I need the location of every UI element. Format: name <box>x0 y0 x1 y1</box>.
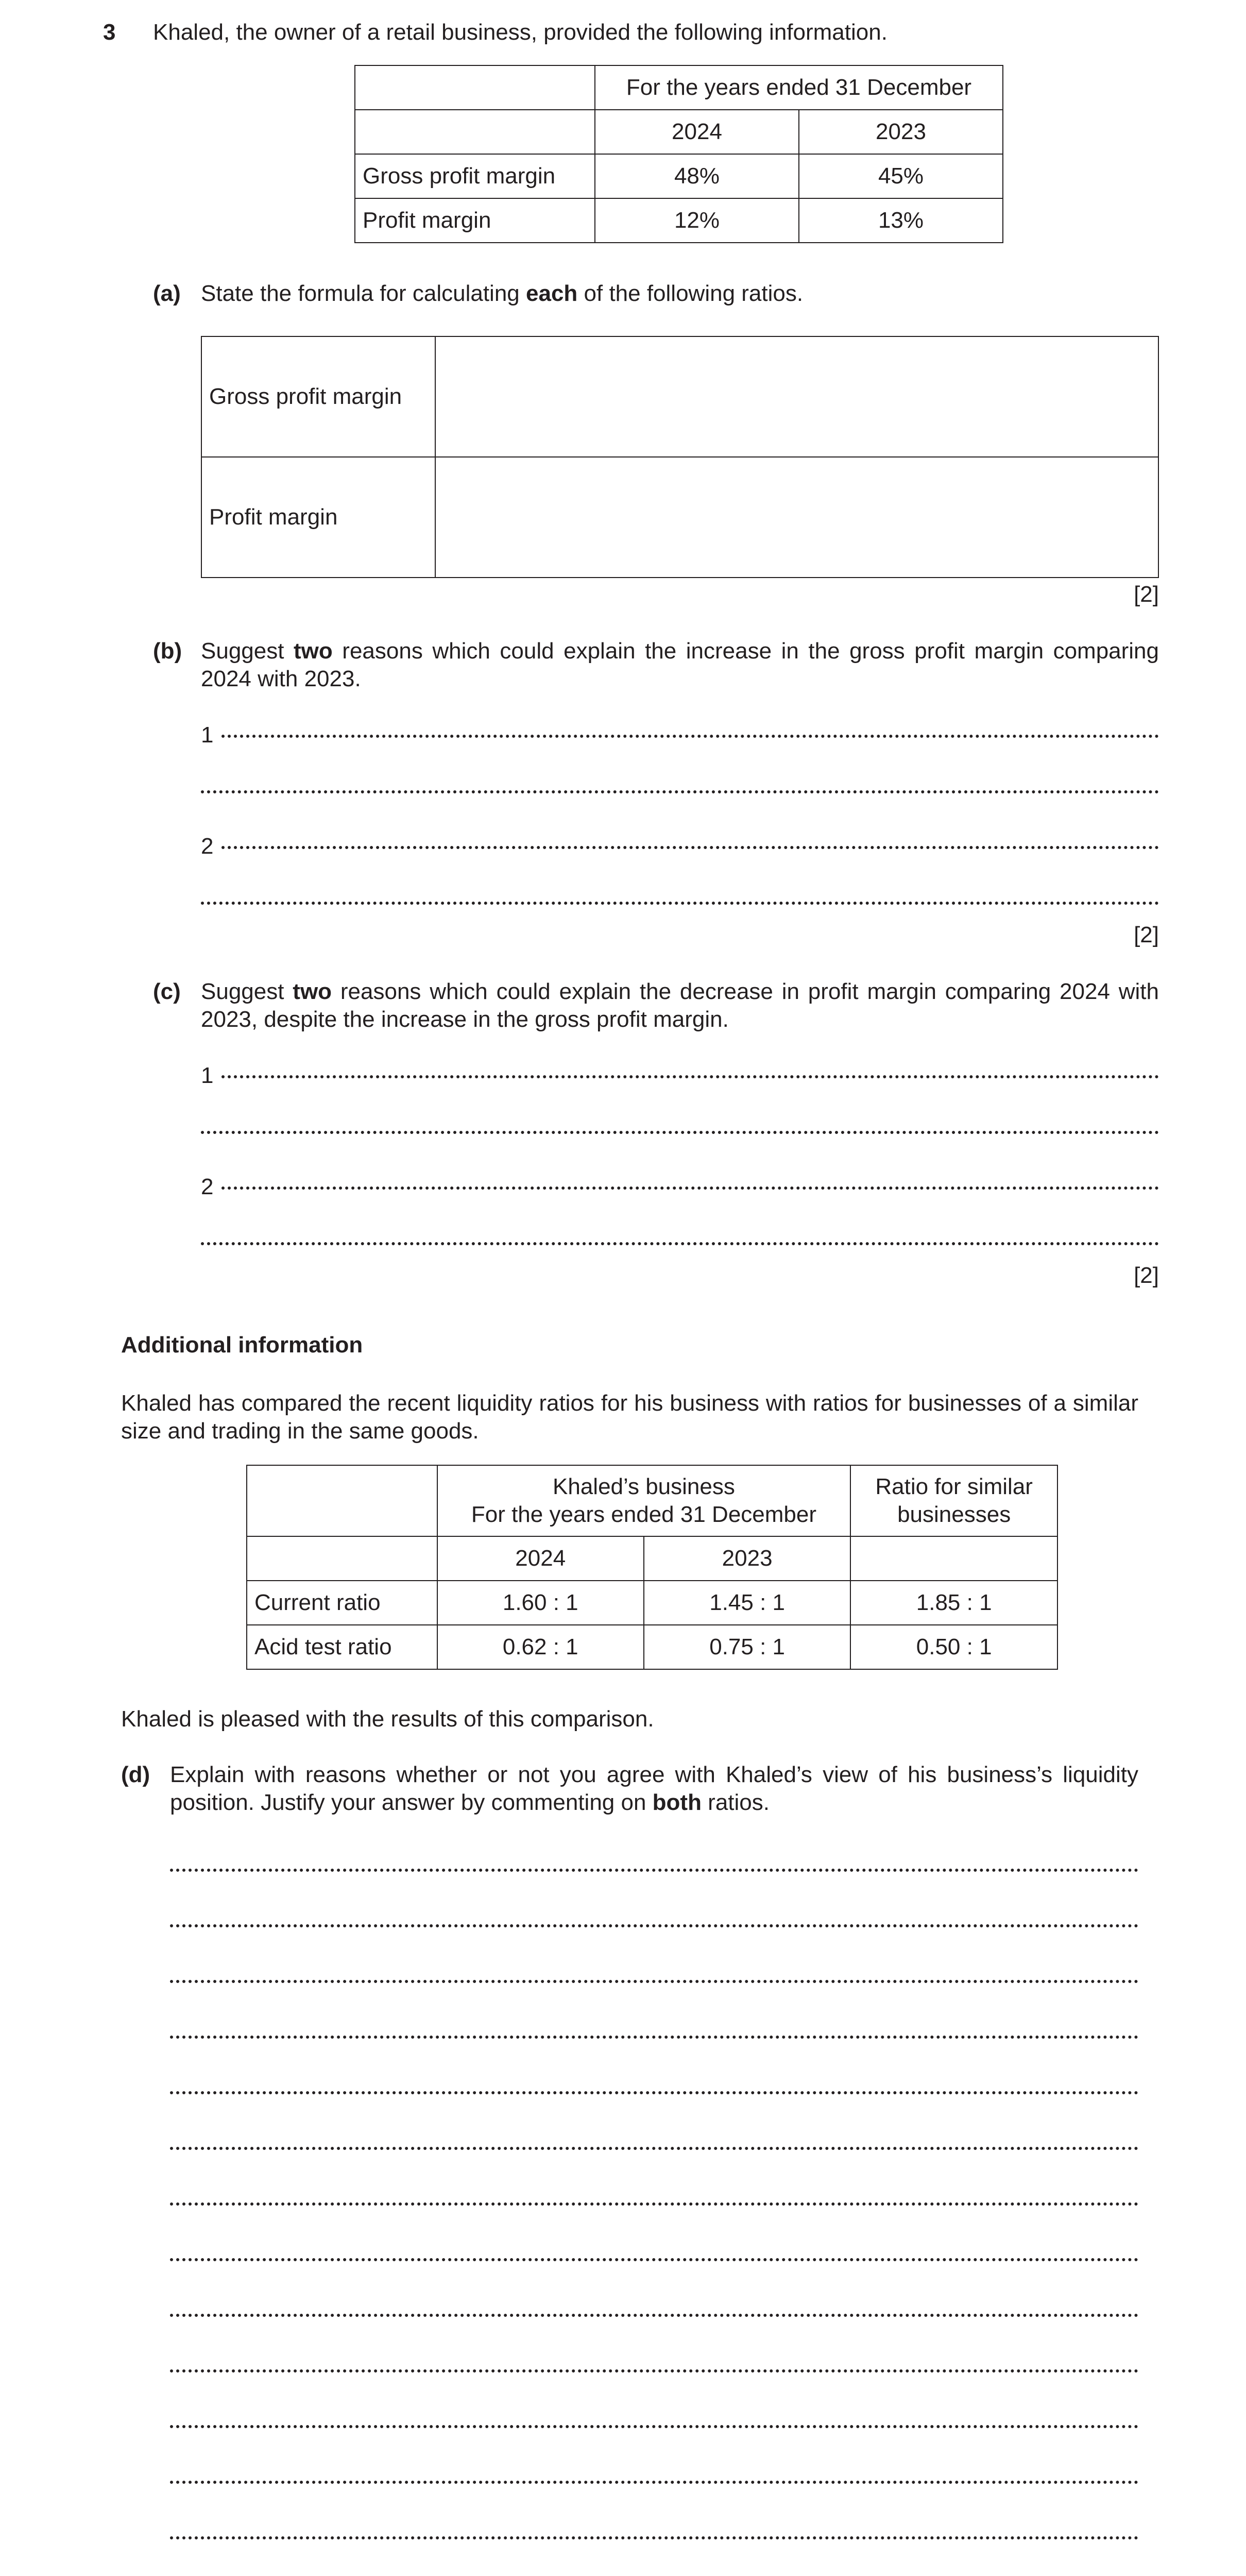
margins-table <box>354 65 1003 243</box>
marks-label: [2] <box>1134 922 1159 947</box>
cell-value: 1.45 : 1 <box>644 1581 850 1625</box>
answer-line[interactable] <box>170 2425 1138 2428</box>
answer-line[interactable] <box>170 2536 1138 2539</box>
answer-line[interactable] <box>170 2091 1138 2094</box>
answer-line[interactable] <box>170 2314 1138 2317</box>
answer-line[interactable] <box>221 846 1159 849</box>
comparison-statement: Khaled is pleased with the results of this comparison. <box>121 1706 654 1732</box>
part-b-question: Suggest two reasons which could explain the increase in the gross profit margin comparing 2024 with 2023. <box>201 638 1159 691</box>
liquidity-table <box>246 1465 1058 1670</box>
cell-value: 48% <box>595 154 799 198</box>
table-row <box>247 1625 1057 1669</box>
table-row <box>355 198 1003 243</box>
row-label: Profit margin <box>355 198 595 243</box>
part-d-question: Explain with reasons whether or not you agree with Khaled’s view of his business’s liquidity position. Justify your answer by commenting on both ratios. <box>170 1762 1138 1815</box>
cell-value: 0.50 : 1 <box>850 1625 1057 1669</box>
answer-line[interactable] <box>221 1187 1159 1190</box>
answer-line[interactable] <box>201 1131 1159 1134</box>
row-label: Gross profit margin <box>201 336 435 457</box>
answer-line[interactable] <box>170 2202 1138 2206</box>
section-heading: Additional information <box>121 1332 363 1358</box>
marks-label: [2] <box>1134 1263 1159 1288</box>
answer-line[interactable] <box>201 790 1159 793</box>
part-a-letter: (a) <box>153 281 181 306</box>
row-label: Acid test ratio <box>247 1625 437 1669</box>
answer-line[interactable] <box>170 1869 1138 1872</box>
part-a-question: State the formula for calculating each of the following ratios. <box>201 281 804 306</box>
part-c-letter: (c) <box>153 979 181 1004</box>
part-d-letter: (d) <box>121 1762 150 1787</box>
cell-value: 0.75 : 1 <box>644 1625 850 1669</box>
question-number: 3 <box>103 20 116 45</box>
answer-line[interactable] <box>221 735 1159 738</box>
cell-value: 12% <box>595 198 799 243</box>
year-2024-header: 2024 <box>595 110 799 154</box>
cell-value: 45% <box>799 154 1003 198</box>
year-2023-header: 2023 <box>644 1536 850 1581</box>
formula-answer-cell[interactable] <box>435 457 1158 578</box>
table-corner-cell <box>355 65 595 110</box>
answer-line[interactable] <box>170 2258 1138 2261</box>
row-label: Gross profit margin <box>355 154 595 198</box>
cell-value: 0.62 : 1 <box>437 1625 644 1669</box>
answer-line[interactable] <box>201 1242 1159 1245</box>
answer-line[interactable] <box>201 902 1159 905</box>
answer-number: 1 <box>201 722 214 748</box>
table-header: For the years ended 31 December <box>595 65 1003 110</box>
formula-answer-cell[interactable] <box>435 336 1158 457</box>
table-corner-cell <box>247 1465 437 1536</box>
marks-label: [2] <box>1134 582 1159 607</box>
business-header: Khaled’s business For the years ended 31 December <box>437 1465 851 1536</box>
row-label: Profit margin <box>201 457 435 578</box>
formula-table <box>201 336 1159 578</box>
year-2024-header: 2024 <box>437 1536 644 1581</box>
answer-line[interactable] <box>170 1980 1138 1983</box>
part-b-letter: (b) <box>153 638 182 664</box>
answer-line[interactable] <box>170 1924 1138 1927</box>
answer-line[interactable] <box>170 2036 1138 2039</box>
answer-line[interactable] <box>170 2369 1138 2372</box>
answer-line[interactable] <box>170 2147 1138 2150</box>
answer-number: 2 <box>201 1174 214 1199</box>
question-intro: Khaled, the owner of a retail business, provided the following information. <box>153 20 887 45</box>
row-label: Current ratio <box>247 1581 437 1625</box>
answer-number: 2 <box>201 834 214 859</box>
cell-value: 1.85 : 1 <box>850 1581 1057 1625</box>
table-row <box>355 154 1003 198</box>
cell-value: 1.60 : 1 <box>437 1581 644 1625</box>
answer-line[interactable] <box>221 1075 1159 1078</box>
year-2023-header: 2023 <box>799 110 1003 154</box>
answer-line[interactable] <box>170 2481 1138 2484</box>
similar-header: Ratio for similar businesses <box>850 1465 1057 1536</box>
cell-value: 13% <box>799 198 1003 243</box>
answer-number: 1 <box>201 1063 214 1088</box>
part-c-question: Suggest two reasons which could explain the decrease in profit margin comparing 2024 with 2023, despite the increase in the gross profit margin. <box>201 979 1159 1032</box>
table-row <box>247 1581 1057 1625</box>
additional-info-text: Khaled has compared the recent liquidity ratios for his business with ratios for businesses of a similar size and trading in the same goods. <box>121 1391 1138 1444</box>
